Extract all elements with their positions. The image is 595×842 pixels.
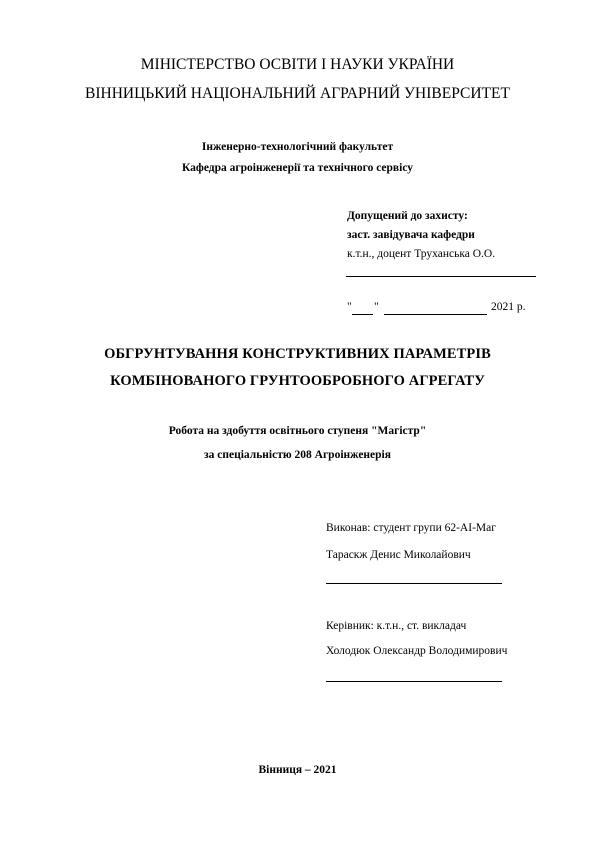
ministry-heading: МІНІСТЕРСТВО ОСВІТИ І НАУКИ УКРАЇНИ: [140, 56, 455, 73]
date-year: 2021 р.: [491, 301, 526, 313]
degree-line: Робота на здобуття освітнього ступеня "Магістр": [168, 425, 427, 437]
approval-signatory: к.т.н., доцент Труханська О.О.: [347, 248, 496, 260]
author-name: Тараскж Денис Миколайович: [326, 549, 471, 561]
supervisor-signature-line: [326, 681, 502, 682]
approval-position: заст. завідувача кафедри: [347, 229, 475, 241]
approval-signature-line: [346, 276, 536, 277]
specialty-line: за спеціальністю 208 Агроінженерія: [204, 449, 391, 461]
supervisor-label: Керівник: к.т.н., ст. викладач: [326, 620, 467, 632]
date-close-quote: ": [374, 301, 379, 313]
author-signature-line: [326, 583, 502, 584]
thesis-title-line-2: КОМБІНОВАНОГО ГРУНТООБРОБНОГО АГРЕГАТУ: [110, 373, 485, 389]
university-heading: ВІННИЦЬКИЙ НАЦІОНАЛЬНИЙ АГРАРНИЙ УНІВЕРСИТЕТ: [85, 85, 510, 102]
author-label: Виконав: студент групи 62-АІ-Маг: [326, 522, 496, 534]
approval-admitted: Допущений до захисту:: [347, 210, 468, 222]
city-year: Вінниця – 2021: [258, 764, 337, 776]
thesis-title-line-1: ОБГРУНТУВАННЯ КОНСТРУКТИВНИХ ПАРАМЕТРІВ: [104, 346, 491, 362]
faculty-name: Інженерно-технологічний факультет: [201, 141, 394, 153]
supervisor-name: Холодюк Олександр Володимирович: [326, 645, 508, 657]
department-name: Кафедра агроінженерії та технічного сервісу: [181, 162, 414, 174]
date-open-quote: ": [347, 301, 352, 313]
date-month-blank: [384, 314, 487, 315]
date-day-blank: [352, 314, 373, 315]
